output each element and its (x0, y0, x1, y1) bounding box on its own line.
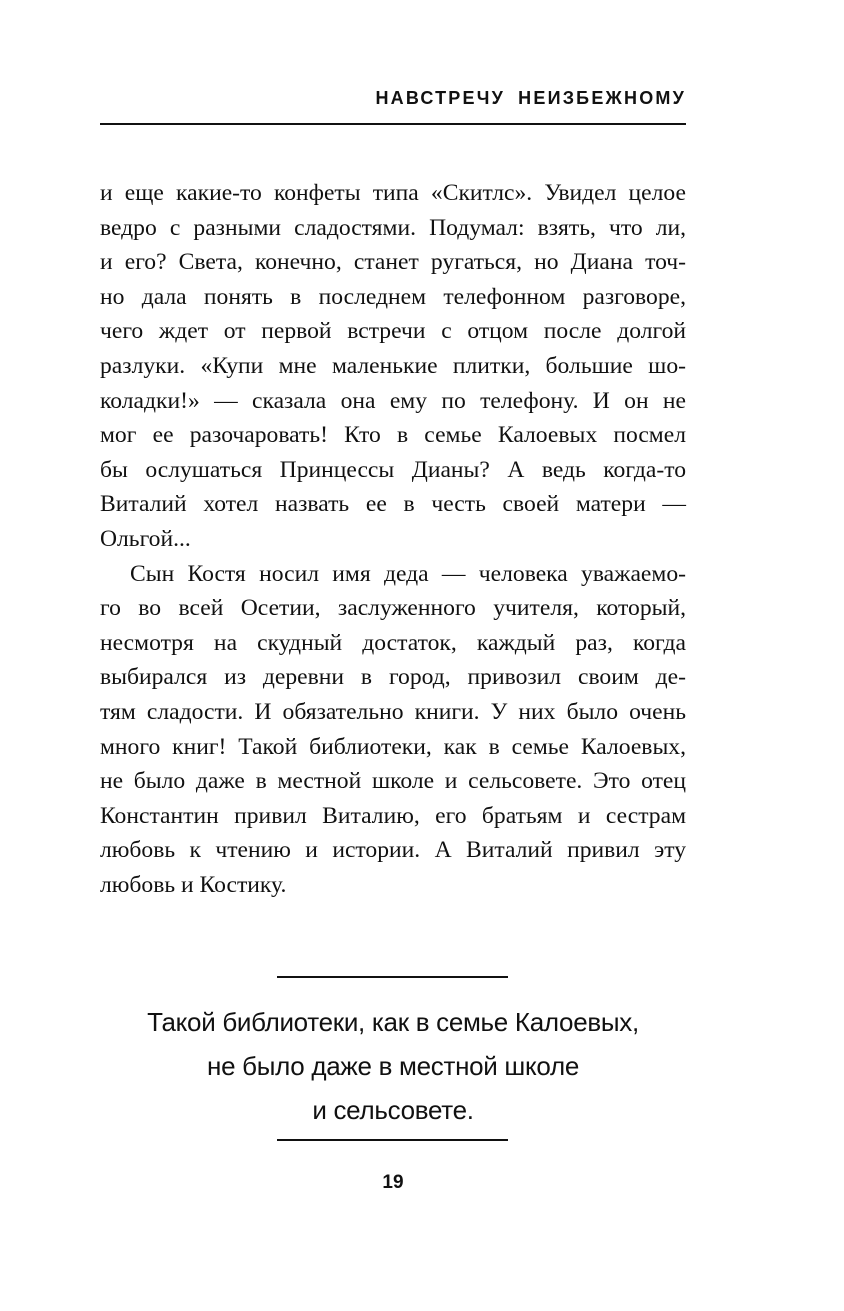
text-line: любовь и Костику. (100, 871, 287, 898)
text-line: Сын Костя носил имя деда — человека уважаемо- (130, 560, 686, 587)
text-line: много книг! Такой библиотеки, как в семье Калоевых, (100, 733, 686, 760)
pull-quote-line: и сельсовете. (312, 1095, 474, 1125)
text-line: Константин привил Виталию, его братьям и сестрам (100, 802, 686, 829)
body-text (100, 176, 686, 902)
text-line: и его? Света, конечно, станет ругаться, но Диана точ- (100, 249, 686, 276)
text-line: го во всей Осетии, заслуженного учителя, который, (100, 595, 686, 622)
text-line: разлуки. «Купи мне маленькие плитки, большие шо- (100, 352, 686, 379)
text-line: тям сладости. И обязательно книги. У них было очень (100, 698, 686, 725)
text-line: Виталий хотел назвать ее в честь своей матери — (100, 491, 686, 518)
text-line: коладки!» — сказала она ему по телефону. И он не (100, 387, 686, 414)
running-title: НАВСТРЕЧУ НЕИЗБЕЖНОМУ (375, 88, 686, 108)
pull-quote-line: не было даже в местной школе (207, 1051, 579, 1081)
text-line: но дала понять в последнем телефонном разговоре, (100, 283, 686, 310)
text-line: и еще какие-то конфеты типа «Скитлс». Увидел целое (100, 180, 686, 206)
text-line: выбирался из деревни в город, привозил своим де- (100, 664, 686, 691)
paragraph-1 (100, 176, 686, 557)
header-rule (100, 123, 686, 125)
pull-quote-rule-bottom (277, 1139, 508, 1141)
page-number: 19 (382, 1172, 404, 1193)
pull-quote (100, 1000, 686, 1132)
pull-quote-line: Такой библиотеки, как в семье Калоевых, (147, 1007, 639, 1037)
text-line: Ольгой... (100, 525, 191, 552)
text-line: бы ослушаться Принцессы Дианы? А ведь когда-то (100, 456, 686, 483)
text-line: не было даже в местной школе и сельсовете. Это отец (100, 768, 686, 795)
text-line: мог ее разочаровать! Кто в семье Калоевых посмел (100, 422, 686, 449)
paragraph-2 (100, 557, 686, 903)
text-line: чего ждет от первой встречи с отцом после долгой (100, 318, 686, 345)
text-line: любовь к чтению и истории. А Виталий привил эту (100, 837, 686, 864)
pull-quote-rule-top (277, 976, 508, 978)
text-line: ведро с разными сладостями. Подумал: взять, что ли, (100, 214, 686, 241)
text-line: несмотря на скудный достаток, каждый раз, когда (100, 629, 686, 656)
